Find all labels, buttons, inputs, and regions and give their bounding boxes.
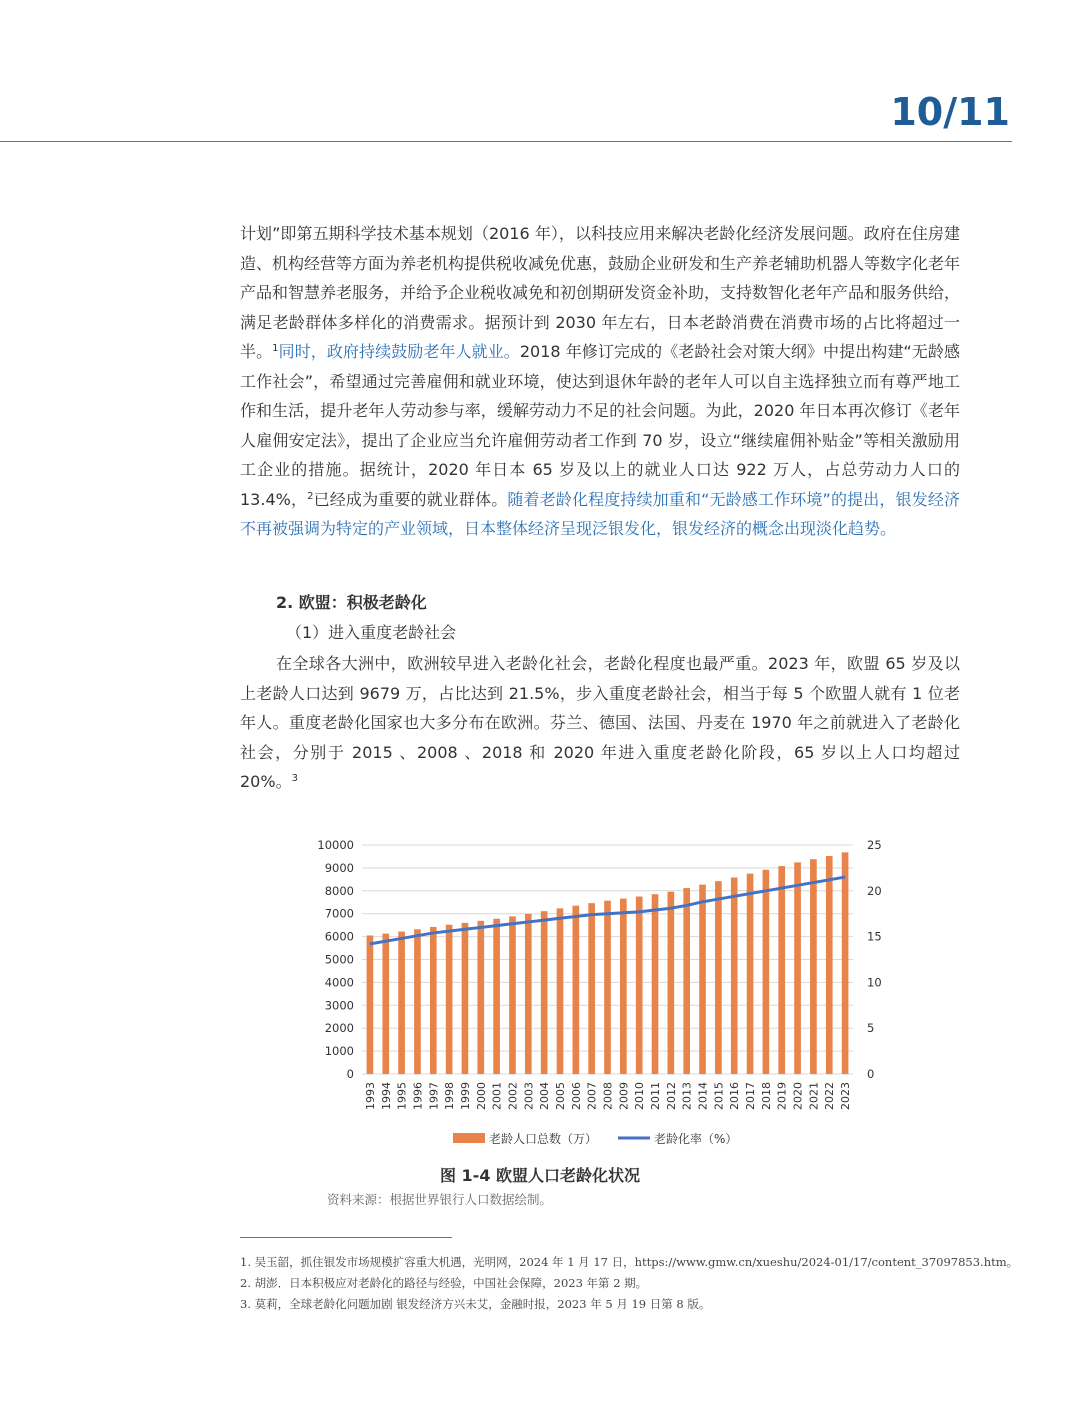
- highlight-text: 随着老龄化程度持续加重和“无龄感工作环境”的提出，银发经济不再被强调为特定的产业领域，日本整体经济呈现泛银发化，银发经济的概念出现淡化趋势。: [240, 489, 960, 538]
- footnote-2: 2. 胡澎．日本积极应对老龄化的路径与经验，中国社会保障，2023 年第 2 期。: [240, 1276, 648, 1290]
- x-tick-label: 1995: [395, 1082, 409, 1110]
- x-tick-label: 2017: [744, 1082, 758, 1110]
- y-right-tick-label: 5: [867, 1021, 875, 1036]
- x-tick-label: 2011: [649, 1082, 663, 1110]
- bar: [747, 874, 754, 1074]
- x-tick-label: 2007: [585, 1082, 599, 1110]
- bar: [493, 919, 500, 1074]
- page-number: 10/11: [890, 90, 1010, 134]
- bar: [604, 901, 611, 1074]
- bar: [557, 908, 564, 1074]
- bar: [509, 916, 516, 1074]
- bar: [462, 923, 469, 1074]
- footnote-rule: [240, 1237, 452, 1238]
- y-left-tick-label: 10000: [317, 838, 354, 852]
- y-left-tick-label: 6000: [324, 929, 354, 944]
- y-left-tick-label: 2000: [324, 1021, 354, 1036]
- bar: [382, 934, 389, 1074]
- x-tick-label: 2020: [791, 1082, 805, 1110]
- x-tick-label: 2002: [506, 1082, 520, 1110]
- y-left-tick-label: 5000: [324, 952, 354, 967]
- paragraph-text: 计划”即第五期科学技术基本规划（2016 年），以科技应用来解决老龄化经济发展问题。政府在住房建造、机构经营等方面为养老机构提供税收减免优惠，鼓励企业研发和生产养老辅助机器人等数字化老年产品和智慧养老服务，并给予企业税收减免和初创期研发资金补助，支持数智化老年产品和服务供给，满足老龄群体多样化的消费需求。据预计到 2030 年左右，日本老龄消费在消费市场的占比将超过一半。: [240, 224, 961, 361]
- bar: [525, 914, 532, 1074]
- y-right-tick-label: 15: [867, 929, 882, 944]
- bar: [715, 881, 722, 1074]
- bar: [826, 856, 833, 1074]
- paragraph-text: 在全球各大洲中，欧洲较早进入老龄化社会，老龄化程度也最严重。2023 年，欧盟 65 岁及以上老龄人口达到 9679 万，占比达到 21.5%，步入重度老龄社会，相当于每 5 个欧盟人就有 1 位老年人。重度老龄化国家也大多分布在欧洲。芬兰、德国、法国、丹麦在 1970 年之前就进入了老龄化社会，分别于 2015 、2008 、2018 和 2020 年进入重度老龄化阶段，65 岁以上人口均超过 20%。: [240, 654, 960, 791]
- bar: [414, 929, 421, 1074]
- y-right-tick-label: 10: [867, 975, 882, 990]
- bar: [794, 862, 801, 1074]
- y-left-tick-label: 9000: [324, 860, 354, 875]
- x-tick-label: 2010: [633, 1082, 647, 1110]
- paragraph-text: 2018 年修订完成的《老龄社会对策大纲》中提出构建“无龄感工作社会”，希望通过完善雇佣和就业环境，使达到退休年龄的老年人可以自主选择独立而有尊严地工作和生活，提升老年人劳动参与率，缓解劳动力不足的社会问题。为此，2020 年日本再次修订《老年人雇佣安定法》，提出了企业应当允许雇佣劳动者工作到 70 岁，设立“继续雇佣补贴金”等相关激励用工企业的措施。据统计，2020 年日本 65 岁及以上的就业人口达 922 万人，占总劳动力人口的 13.4%，: [240, 342, 960, 509]
- y-left-tick-label: 4000: [324, 975, 354, 990]
- bar: [430, 927, 437, 1074]
- x-tick-label: 1998: [443, 1082, 457, 1110]
- footnote-ref-1[interactable]: 1: [272, 343, 279, 354]
- x-tick-label: 1999: [458, 1082, 472, 1110]
- bar: [398, 932, 405, 1074]
- x-tick-label: 1993: [363, 1082, 377, 1110]
- y-right-tick-label: 25: [867, 838, 882, 852]
- y-right-tick-label: 0: [867, 1067, 875, 1081]
- footnote-1: 1. 吴玉韶，抓住银发市场规模扩容重大机遇，光明网，2024 年 1 月 17 日，https://www.gmw.cn/xueshu/2024-01/17/content_37097853.htm。: [240, 1255, 1019, 1269]
- footnote-ref-2[interactable]: 2: [307, 490, 314, 502]
- y-left-tick-label: 0: [346, 1067, 354, 1081]
- figure-caption: 图 1-4 欧盟人口老龄化状况: [439, 1166, 641, 1185]
- bar: [541, 911, 548, 1074]
- x-tick-label: 2006: [569, 1082, 583, 1110]
- x-tick-label: 2013: [680, 1082, 694, 1110]
- section-heading: 2. 欧盟：积极老龄化: [276, 593, 427, 612]
- paragraph-japan: [240, 219, 960, 544]
- x-tick-label: 2018: [759, 1082, 773, 1110]
- x-tick-label: 1996: [411, 1082, 425, 1110]
- highlight-text: 同时，政府持续鼓励老年人就业。: [278, 342, 520, 361]
- header-rule: [0, 141, 1012, 142]
- bar: [572, 906, 579, 1074]
- y-left-tick-label: 3000: [324, 998, 354, 1013]
- y-right-tick-label: 20: [867, 883, 882, 898]
- eu-aging-chart: [300, 830, 900, 1160]
- x-tick-label: 2019: [775, 1082, 789, 1110]
- x-tick-label: 2016: [728, 1082, 742, 1110]
- footnotes: [240, 1252, 1040, 1315]
- bar: [636, 897, 643, 1074]
- bar: [763, 870, 770, 1074]
- y-left-tick-label: 1000: [324, 1044, 354, 1059]
- x-tick-label: 2008: [601, 1082, 615, 1110]
- bar: [668, 892, 675, 1074]
- x-tick-label: 1997: [427, 1082, 441, 1110]
- x-tick-label: 2000: [474, 1082, 488, 1110]
- legend-label-bar: 老龄人口总数（万）: [489, 1132, 598, 1146]
- bar: [477, 921, 484, 1074]
- x-tick-label: 2023: [839, 1082, 853, 1110]
- paragraph-eu: [240, 649, 960, 797]
- x-tick-label: 2005: [553, 1082, 567, 1110]
- bar: [367, 935, 374, 1074]
- x-tick-label: 2001: [490, 1082, 504, 1110]
- bar: [446, 925, 453, 1074]
- x-tick-label: 2009: [617, 1082, 631, 1110]
- bar: [683, 888, 690, 1074]
- legend-label-line: 老龄化率（%）: [654, 1132, 738, 1146]
- bar: [778, 866, 785, 1074]
- y-left-tick-label: 7000: [324, 906, 354, 921]
- x-tick-label: 2012: [664, 1082, 678, 1110]
- y-left-tick-label: 8000: [324, 883, 354, 898]
- x-tick-label: 2022: [823, 1082, 837, 1110]
- subsection-heading: （1）进入重度老龄社会: [286, 623, 457, 642]
- paragraph-text: 已经成为重要的就业群体。: [313, 489, 508, 509]
- x-tick-label: 2003: [522, 1082, 536, 1110]
- x-tick-label: 2021: [807, 1082, 821, 1110]
- footnote-3: 3. 莫莉，全球老龄化问题加剧 银发经济方兴未艾，金融时报，2023 年 5 月 19 日第 8 版。: [240, 1297, 711, 1311]
- bar: [842, 852, 849, 1074]
- bar: [588, 903, 595, 1074]
- legend-swatch-bar: [453, 1133, 485, 1143]
- bar: [699, 885, 706, 1074]
- bar: [731, 878, 738, 1074]
- figure-source: 资料来源：根据世界银行人口数据绘制。: [327, 1192, 553, 1207]
- bar: [652, 894, 659, 1074]
- footnote-ref-3[interactable]: 3: [291, 773, 298, 784]
- x-tick-label: 2015: [712, 1082, 726, 1110]
- x-tick-label: 1994: [379, 1082, 393, 1110]
- x-tick-label: 2014: [696, 1082, 710, 1110]
- x-tick-label: 2004: [538, 1082, 552, 1110]
- bar: [810, 859, 817, 1074]
- bar: [620, 899, 627, 1074]
